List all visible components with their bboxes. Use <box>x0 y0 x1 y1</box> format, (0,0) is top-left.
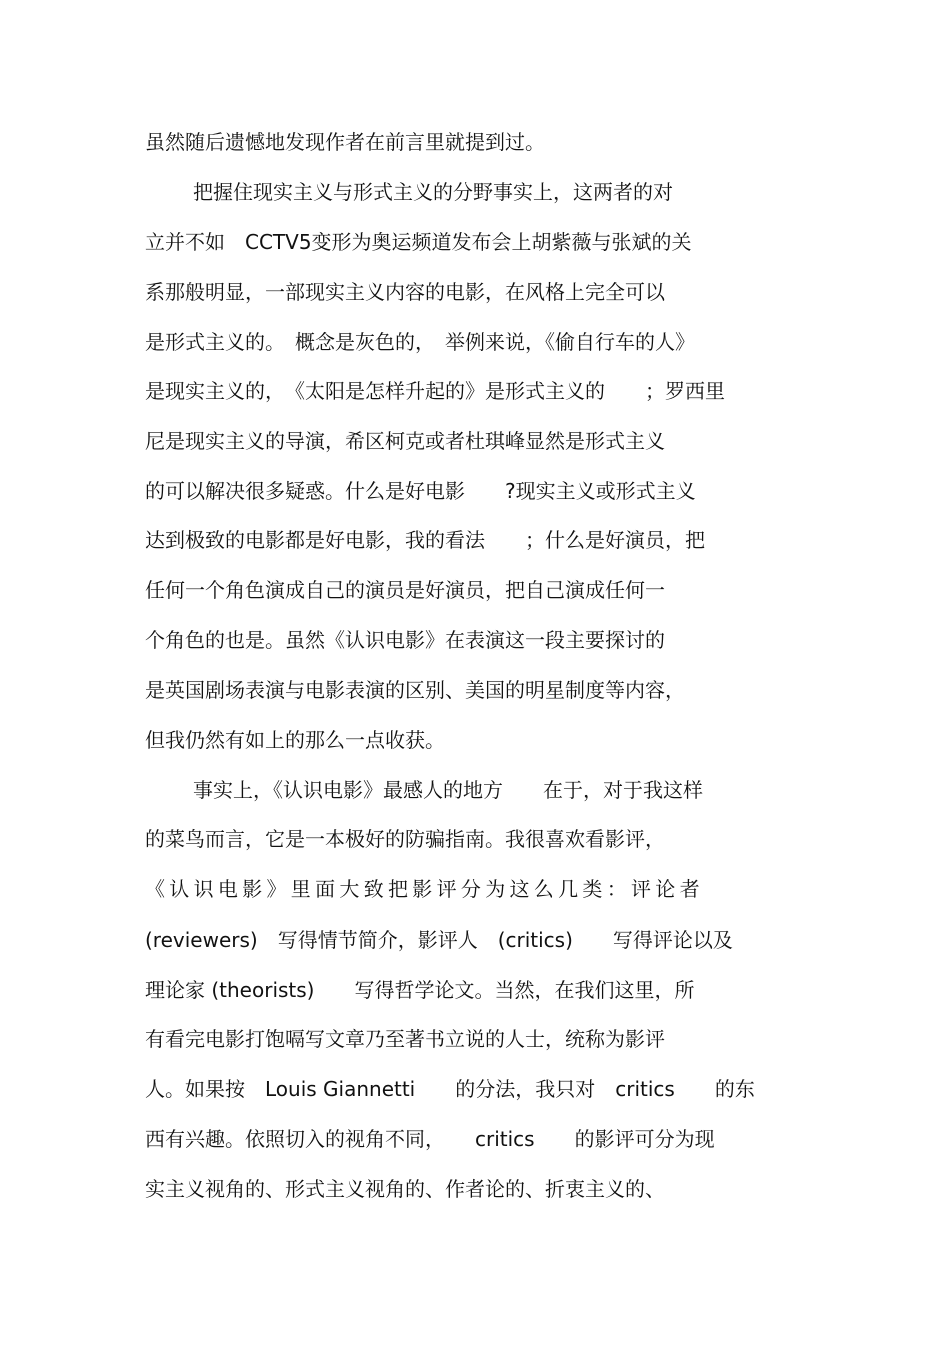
text-line: 是现实主义的， 《太阳是怎样升起的》是形式主义的 ；罗西里 <box>145 379 725 403</box>
text-line: 达到极致的电影都是好电影，我的看法 ；什么是好演员，把 <box>145 528 705 552</box>
text-line: 的菜鸟而言，它是一本极好的防骗指南。我很喜欢看影评， <box>145 827 665 851</box>
text-line: 是英国剧场表演与电影表演的区别、美国的明星制度等内容， <box>145 678 685 702</box>
paragraph-start-line: 把握住现实主义与形式主义的分野事实上，这两者的对 <box>193 180 673 204</box>
text-line: 有看完电影打饱嗝写文章乃至著书立说的人士，统称为影评 <box>145 1027 665 1051</box>
text-line: 系那般明显，一部现实主义内容的电影，在风格上完全可以 <box>145 280 665 304</box>
text-line: 西有兴趣。依照切入的视角不同， critics 的影评可分为现 <box>145 1127 715 1151</box>
text-line: 但我仍然有如上的那么一点收获。 <box>145 728 445 752</box>
text-line: 任何一个角色演成自己的演员是好演员，把自己演成任何一 <box>145 578 665 602</box>
text-line: 虽然随后遗憾地发现作者在前言里就提到过。 <box>145 130 545 154</box>
text-line: 实主义视角的、形式主义视角的、作者论的、折衷主义的、 <box>145 1177 665 1201</box>
text-line: 人。如果按 Louis Giannetti 的分法，我只对 critics 的东 <box>145 1077 755 1101</box>
text-line: (reviewers) 写得情节简介，影评人 (critics) 写得评论以及 <box>145 928 733 952</box>
text-line: 的可以解决很多疑惑。什么是好电影 ?现实主义或形式主义 <box>145 479 696 503</box>
text-line: 立并不如 CCTV5变形为奥运频道发布会上胡紫薇与张斌的关 <box>145 230 692 254</box>
text-line: 尼是现实主义的导演，希区柯克或者杜琪峰显然是形式主义 <box>145 429 665 453</box>
text-line: 《认识电影》里面大致把影评分为这么几类：评论者 <box>145 877 704 901</box>
text-line: 理论家 (theorists) 写得哲学论文。当然，在我们这里，所 <box>145 978 695 1002</box>
text-line: 个角色的也是。虽然《认识电影》在表演这一段主要探讨的 <box>145 628 665 652</box>
paragraph-start-line: 事实上，《认识电影》最感人的地方 在于，对于我这样 <box>193 778 703 802</box>
text-line: 是形式主义的。 概念是灰色的， 举例来说，《偷自行车的人》 <box>145 330 695 354</box>
